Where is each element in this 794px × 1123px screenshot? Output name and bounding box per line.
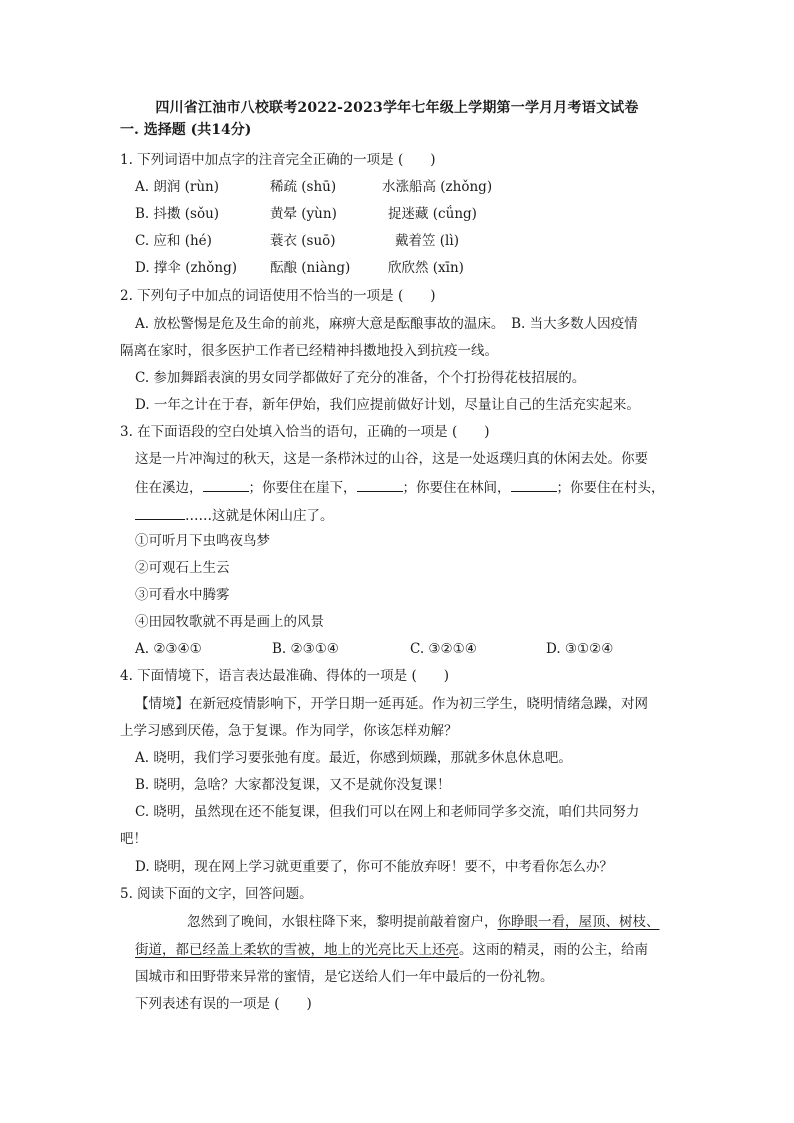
- q4-context-line1: 【情境】在新冠疫情影响下，开学日期一延再延。作为初三学生，晓明情绪急躁，对网: [135, 696, 648, 712]
- q4-option-d: D. 晓明，现在网上学习就更重要了，你可不能放弃呀！要不，中考看你怎么办？: [135, 859, 613, 875]
- question-3-stem: 3. 在下面语段的空白处填入恰当的语句，正确的一项是 ( ): [120, 424, 490, 440]
- q1-option-a-word3: 水涨船高 (zhǒng): [382, 179, 493, 195]
- q3-blank-3: [511, 477, 557, 492]
- q3-option-a: A. ②③④①: [135, 641, 202, 657]
- q3-passage-line2: [135, 477, 665, 498]
- q3-clause-1: 住在溪边，: [135, 480, 203, 496]
- question-4-stem: 4. 下面情境下，语言表达最准确、得体的一项是 ( ): [120, 668, 449, 684]
- q4-option-b: B. 晓明，急啥？大家都没复课，又不是就你没复课！: [135, 777, 451, 793]
- q2-option-c: C. 参加舞蹈表演的男女同学都做好了充分的准备，个个打扮得花枝招展的。: [135, 370, 586, 386]
- q3-blank-4: [135, 505, 185, 520]
- q3-passage-tail: ……这就是休闲山庄了。: [185, 508, 334, 524]
- q3-clause-4: ；你要住在村头，: [556, 480, 665, 496]
- question-1-stem: 1. 下列词语中加点字的注音完全正确的一项是 ( ): [120, 152, 436, 168]
- question-5-stem: 5. 阅读下面的文字，回答问题。: [120, 886, 313, 902]
- q4-option-c-cont: 吧！: [120, 831, 147, 847]
- q1-option-c-word3: 戴着笠 (lì): [395, 233, 459, 249]
- q1-option-b: B. 抖擞 (sǒu): [135, 206, 220, 222]
- q2-option-d: D. 一年之计在于春，新年伊始，我们应提前做好计划，尽量让自己的生活充实起来。: [135, 397, 640, 413]
- q1-option-a-word2: 稀疏 (shū): [270, 179, 337, 195]
- q3-clause-2: ；你要住在崖下，: [248, 480, 357, 496]
- q3-item-3: ③可看水中腾雾: [135, 587, 230, 603]
- section-heading: 一. 选择题 (共14分): [120, 122, 252, 138]
- q5-passage-line2: [135, 940, 648, 960]
- q1-option-d: D. 撑伞 (zhǒng): [135, 260, 238, 276]
- q3-item-2: ②可观石上生云: [135, 560, 230, 576]
- q1-option-d-word3: 欣欣然 (xīn): [388, 260, 464, 276]
- q3-blank-1: [203, 477, 249, 492]
- q4-context-line2: 上学习感到厌倦，急于复课。作为同学，你该怎样劝解？: [120, 723, 458, 739]
- q3-passage-line3: [135, 505, 334, 526]
- q3-option-b: B. ②③①④: [272, 641, 339, 657]
- q3-clause-3: ；你要住在林间，: [402, 480, 511, 496]
- q5-question: 下列表述有误的一项是 ( ): [135, 996, 312, 1012]
- q1-option-b-word2: 黄晕 (yùn): [270, 206, 337, 222]
- q5-passage-line1: [187, 912, 660, 932]
- q1-option-a: A. 朗润 (rùn): [135, 179, 219, 195]
- q3-passage-line1: 这是一片冲淘过的秋天，这是一条栉沐过的山谷，这是一处返璞归真的休闲去处。你要: [135, 451, 648, 467]
- question-2-stem: 2. 下列句子中加点的词语使用不恰当的一项是 ( ): [120, 288, 436, 304]
- q1-option-b-word3: 捉迷藏 (cǘng): [388, 206, 477, 222]
- q3-item-1: ①可听月下虫鸣夜鸟梦: [135, 533, 270, 549]
- q2-option-a-b: A. 放松警惕是危及生命的前兆，麻痹大意是酝酿事故的温床。 B. 当大多数人因疫情: [135, 316, 638, 332]
- q3-item-4: ④田园牧歌就不再是画上的风景: [135, 614, 324, 630]
- q3-blank-2: [357, 477, 403, 492]
- q5-underlined-text-cont: 街道，都已经盖上柔软的雪被，地上的光亮比天上还亮: [135, 942, 459, 958]
- q5-passage-text: 忽然到了晚间，水银柱降下来，黎明提前敲着窗户，: [187, 914, 498, 930]
- document-title: 四川省江油市八校联考2022-2023学年七年级上学期第一学月月考语文试卷: [155, 100, 639, 116]
- q5-passage-text-cont: 。这雨的精灵，雨的公主，给南: [459, 942, 648, 958]
- q1-option-d-word2: 酝酿 (niàng): [270, 260, 351, 276]
- q2-option-b-cont: 隔离在家时，很多医护工作者已经精神抖擞地投入到抗疫一线。: [120, 343, 498, 359]
- q3-option-d: D. ③①②④: [546, 641, 614, 657]
- q3-option-c: C. ③②①④: [410, 641, 477, 657]
- q1-option-c: C. 应和 (hé): [135, 233, 212, 249]
- q1-option-c-word2: 蓑衣 (suō): [270, 233, 336, 249]
- q5-passage-line3: 国城市和田野带来异常的蜜情，是它送给人们一年中最后的一份礼物。: [135, 969, 554, 985]
- q4-option-a: A. 晓明，我们学习要张弛有度。最近，你感到烦躁，那就多休息休息吧。: [135, 750, 572, 766]
- q5-underlined-text: 你睁眼一看，屋顶、树枝、: [497, 914, 660, 930]
- q4-option-c: C. 晓明，虽然现在还不能复课，但我们可以在网上和老师同学多交流，咱们共同努力: [135, 804, 640, 820]
